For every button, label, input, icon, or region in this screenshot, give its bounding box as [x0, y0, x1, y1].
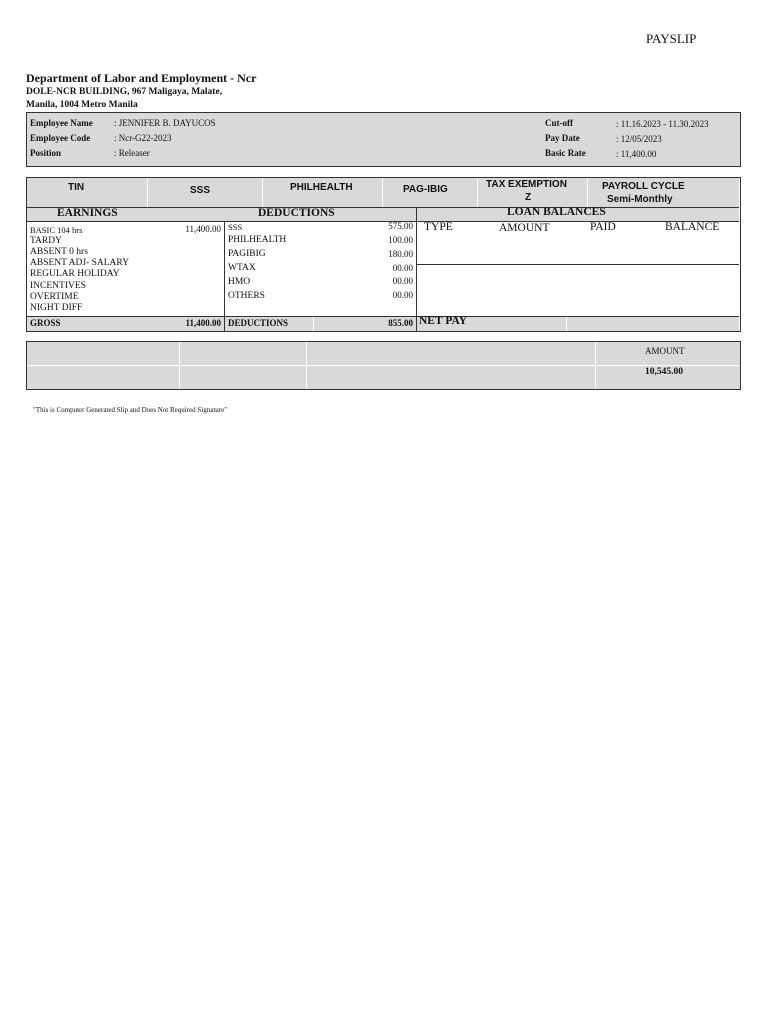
- net-amount-value: 10,545.00: [645, 367, 683, 377]
- payslip-title: PAYSLIP: [646, 31, 697, 46]
- deduction-item: PAGIBIG: [228, 249, 266, 259]
- basic-amount: 11,400.00: [185, 224, 221, 234]
- philhealth-header: PHILHEALTH: [290, 182, 353, 193]
- deduction-item: WTAX: [228, 263, 256, 273]
- employee-info-panel: [26, 112, 741, 167]
- earnings-item: BASIC 104 hrs: [30, 225, 83, 235]
- pagibig-header: PAG-IBIG: [403, 184, 448, 195]
- deduction-amount: 00.00: [392, 276, 413, 286]
- earnings-item: ABSENT ADJ- SALARY: [30, 258, 130, 268]
- tax-exemption-header: TAX EXEMPTION: [486, 179, 567, 190]
- position-label: Position: [30, 148, 62, 158]
- payroll-cycle-header: PAYROLL CYCLE: [602, 181, 685, 192]
- deduction-item: OTHERS: [228, 291, 265, 301]
- employee-code-label: Employee Code: [30, 133, 91, 143]
- gross-value: 11,400.00: [185, 318, 221, 328]
- loan-col-balance: BALANCE: [665, 221, 720, 233]
- cutoff-label: Cut-off: [545, 118, 573, 128]
- earnings-item: INCENTIVES: [30, 281, 86, 291]
- total-deductions-value: 855.00: [388, 318, 413, 328]
- organization-name: Department of Labor and Employment - Ncr: [26, 71, 257, 85]
- loan-col-amount: AMOUNT: [499, 222, 550, 234]
- total-deductions-label: DEDUCTIONS: [228, 318, 289, 328]
- deduction-amount: 100.00: [388, 235, 413, 245]
- employee-name-label: Employee Name: [30, 118, 93, 128]
- sss-header: SSS: [190, 185, 211, 196]
- employee-name-value: : JENNIFER B. DAYUCOS: [114, 118, 216, 128]
- deduction-amount: 180.00: [388, 249, 413, 259]
- paydate-label: Pay Date: [545, 133, 580, 143]
- tax-exemption-value: Z: [525, 192, 532, 203]
- earnings-item: REGULAR HOLIDAY: [30, 269, 120, 279]
- loan-balances-header: LOAN BALANCES: [507, 206, 606, 218]
- paydate-value: : 12/05/2023: [616, 134, 662, 144]
- amount-label: AMOUNT: [645, 346, 685, 356]
- basicrate-label: Basic Rate: [545, 148, 586, 158]
- deduction-item: HMO: [228, 277, 251, 287]
- loan-col-paid: PAID: [590, 221, 616, 233]
- gross-label: GROSS: [30, 318, 61, 328]
- deduction-item: PHILHEALTH: [228, 235, 287, 245]
- deduction-amount: 575.00: [388, 221, 413, 231]
- earnings-item: ABSENT 0 hrs: [30, 247, 88, 257]
- earnings-item: NIGHT DIFF: [30, 303, 83, 313]
- net-pay-panel: [26, 341, 741, 390]
- deduction-item: SSS: [228, 222, 243, 232]
- earnings-item: OVERTIME: [30, 292, 79, 302]
- earnings-item: TARDY: [30, 236, 62, 246]
- loan-col-type: TYPE: [424, 221, 453, 233]
- earnings-header: EARNINGS: [57, 207, 118, 219]
- tin-header: TIN: [68, 182, 85, 193]
- organization-address-line1: DOLE-NCR BUILDING, 967 Maligaya, Malate,: [26, 87, 223, 97]
- organization-address-line2: Manila, 1004 Metro Manila: [26, 100, 138, 110]
- net-pay-label: NET PAY: [419, 315, 468, 327]
- basicrate-value: : 11,400.00: [616, 149, 657, 159]
- cutoff-value: : 11.16.2023 - 11.30.2023: [616, 119, 709, 129]
- payroll-cycle-value: Semi-Monthly: [607, 194, 673, 205]
- employee-code-value: : Ncr-G22-2023: [114, 133, 172, 143]
- footer-note: "This is Computer Generated Slip and Does Not Required Signature": [33, 406, 228, 414]
- deductions-header: DEDUCTIONS: [258, 207, 335, 219]
- deduction-amount: 00.00: [392, 290, 413, 300]
- deduction-amount: 00.00: [392, 263, 413, 273]
- position-value: : Releaser: [114, 148, 150, 158]
- payslip-details-table: [26, 177, 741, 332]
